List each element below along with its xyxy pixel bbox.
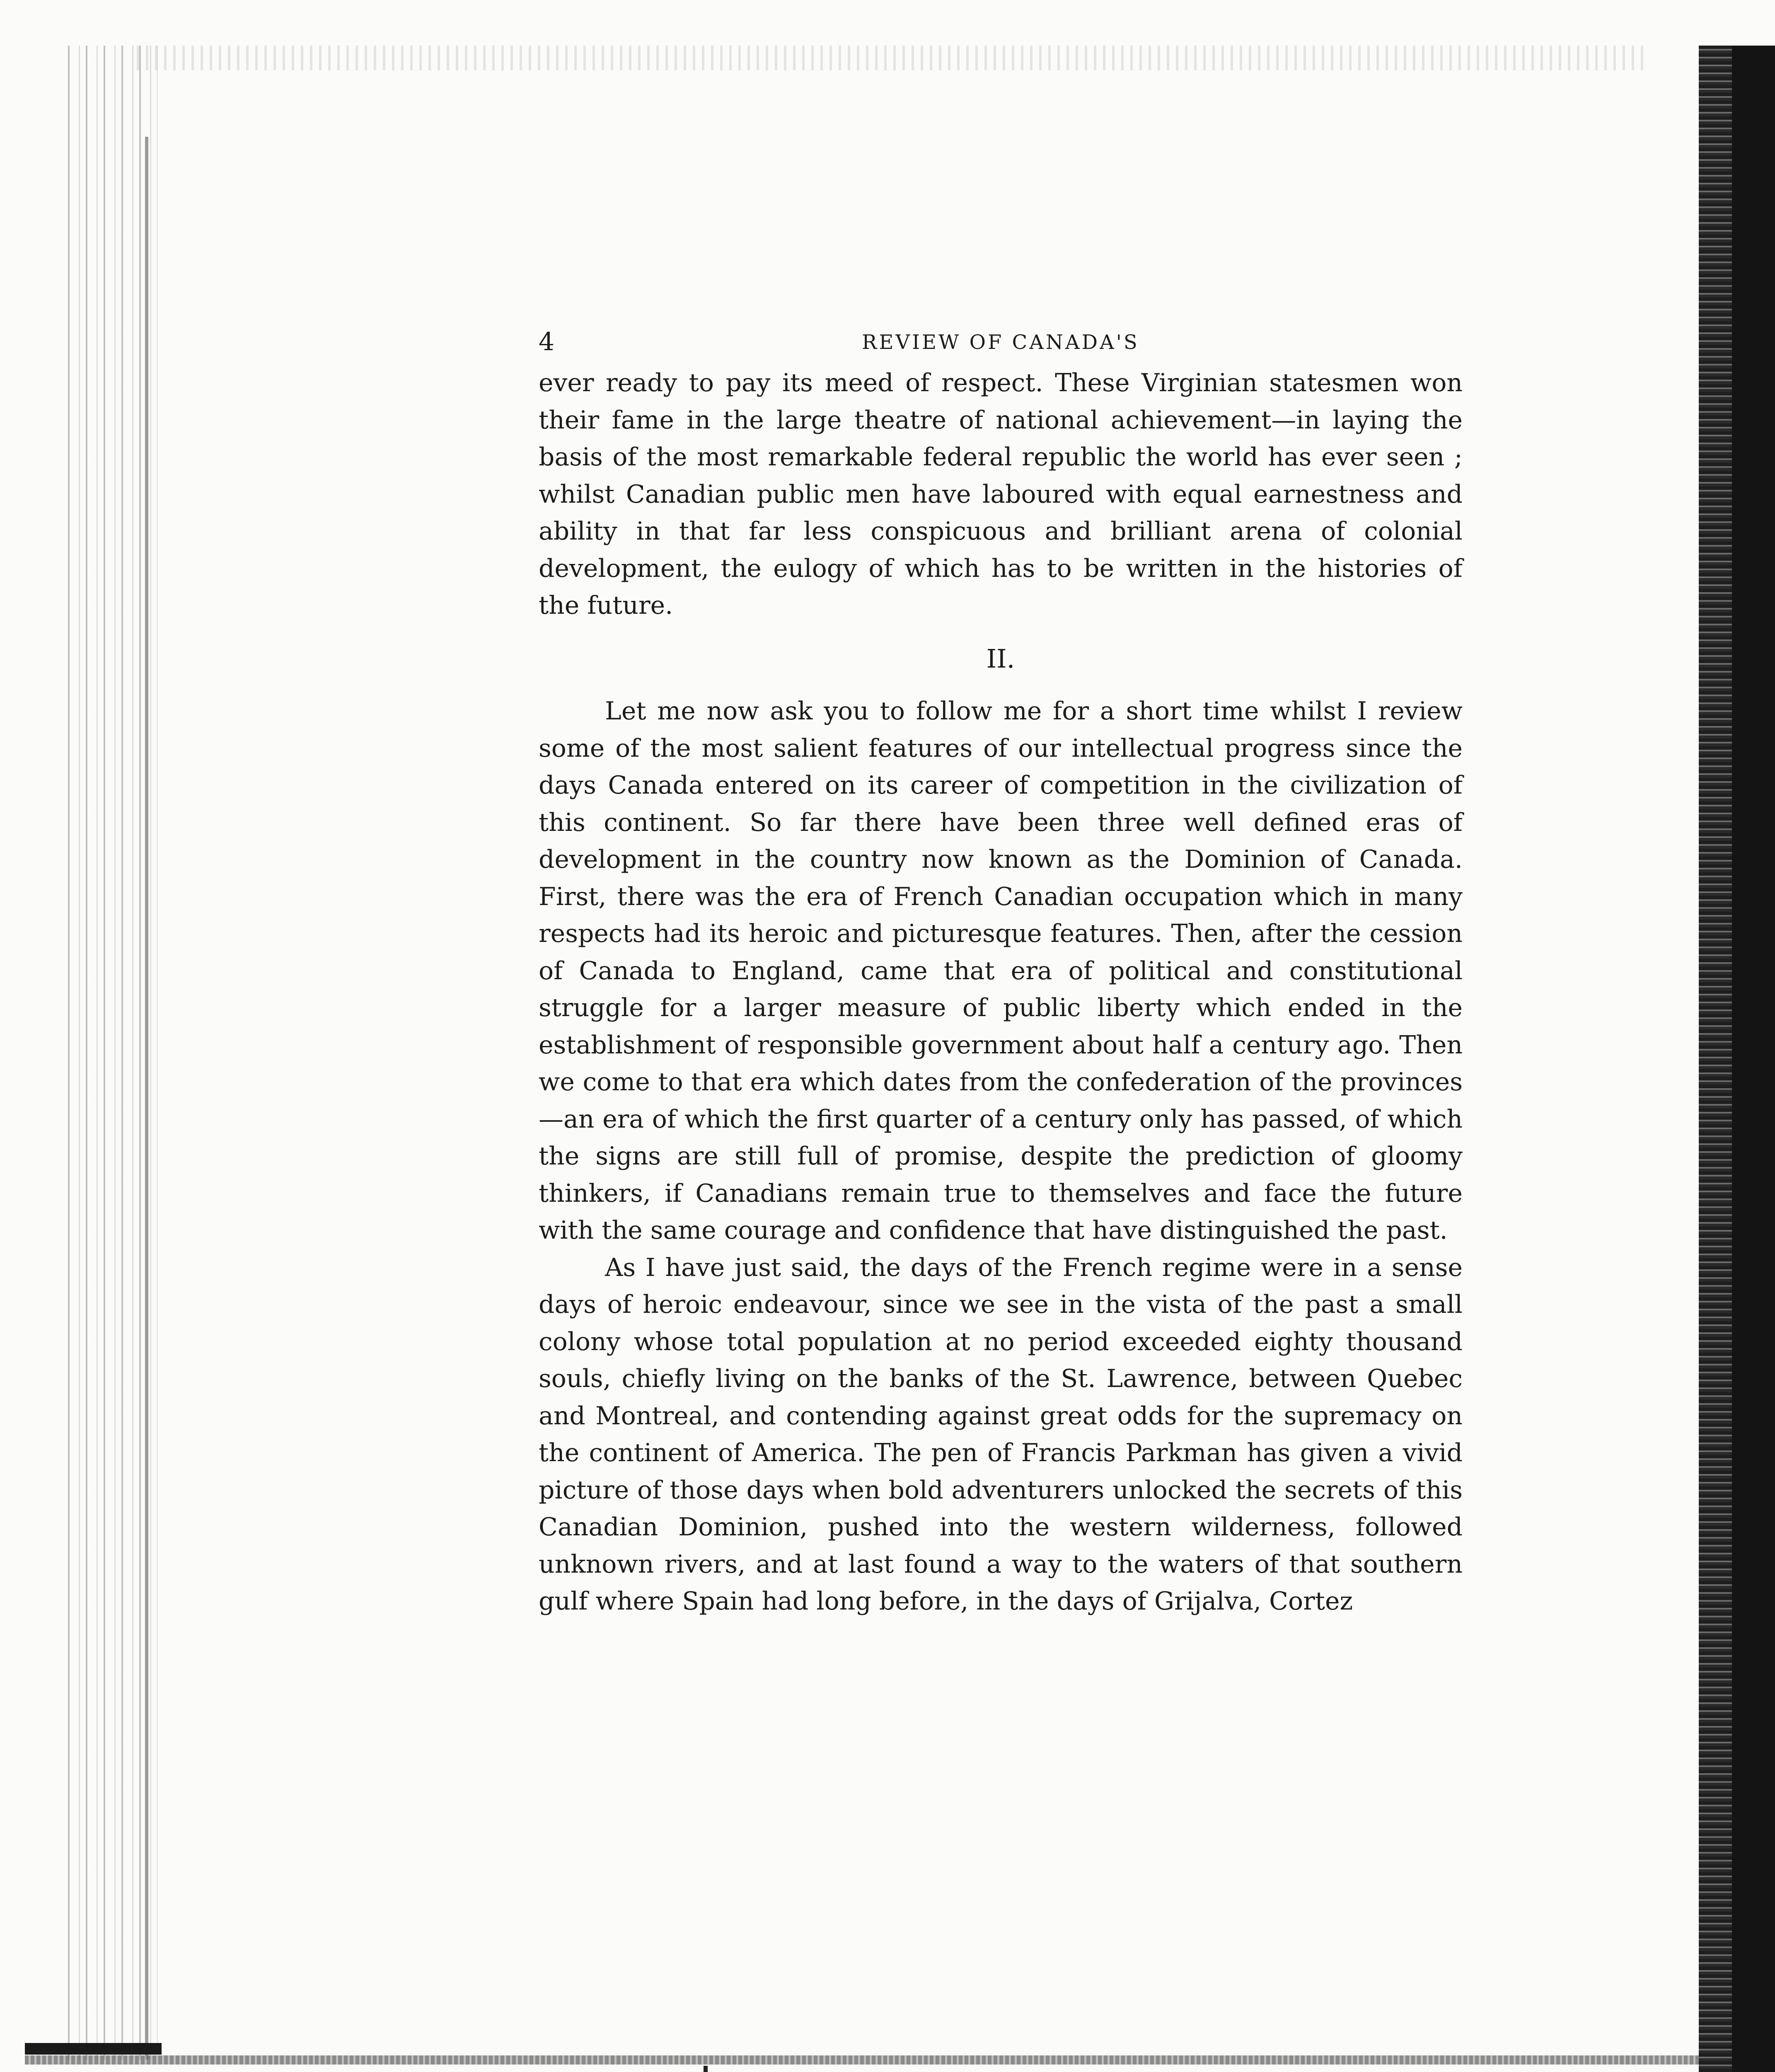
binding-shadow-left [62,46,157,2060]
page-number: 4 [539,327,555,356]
paragraph-continued: ever ready to pay its meed of respect. These Virginian statesmen won their fame in the large theatre of national achievement—in laying the basis of the most remarkable federal republic the world has ever seen ; whilst Canadian public men have laboured with equal earnestness and ability in that far less conspicuous and brilliant arena of colonial development, the eulogy of which has to be written in the histories of the future. [539,368,1463,620]
bottom-scan-tick [704,2066,708,2072]
top-scan-noise [137,46,1649,70]
section-heading: II. [986,643,1015,674]
bottom-left-scan-mark [25,2043,162,2055]
running-head [539,323,1463,365]
text-block [539,323,1463,1620]
running-head-title: REVIEW OF CANADA'S [862,331,1139,354]
section-paragraph-2: As I have just said, the days of the French regime were in a sense days of heroic endeavour, since we see in the vista of the past a small colony whose total population at no period exceeded eighty thousand souls, chiefly living on the banks of the St. Lawrence, between Quebec and Montreal, and contending against great odds for the supremacy on the continent of America. The pen of Francis Parkman has given a vivid picture of those days when bold adventurers unlocked the secrets of this Canadian Dominion, pushed into the western wilderness, followed unknown rivers, and at last found a way to the waters of that southern gulf where Spain had long before, in the days of Grijalva, Cortez [539,1253,1463,1616]
binding-edge-line [145,137,148,2060]
right-scan-edge-dark [1732,46,1775,2072]
section-paragraph-1: Let me now ask you to follow me for a short time whilst I review some of the most salient features of our intellectual progress since the days Canada entered on its career of competition in the civilization of this continent. So far there have been three well defined eras of development in the country now known as the Dominion of Canada. First, there was the era of French Canadian occupation which in many respects had its heroic and picturesque features. Then, after the cession of Canada to England, came that era of political and constitutional struggle for a larger measure of public liberty which ended in the establishment of responsible government about half a century ago. Then we come to that era which dates from the confederation of the provinces—an era of which the first quarter of a century only has passed, of which the signs are still full of promise, despite the prediction of gloomy thinkers, if Canadians remain true to themselves and face the future with the same courage and confidence that have distinguished the past. [539,697,1463,1245]
bottom-scan-edge [25,2055,1699,2065]
